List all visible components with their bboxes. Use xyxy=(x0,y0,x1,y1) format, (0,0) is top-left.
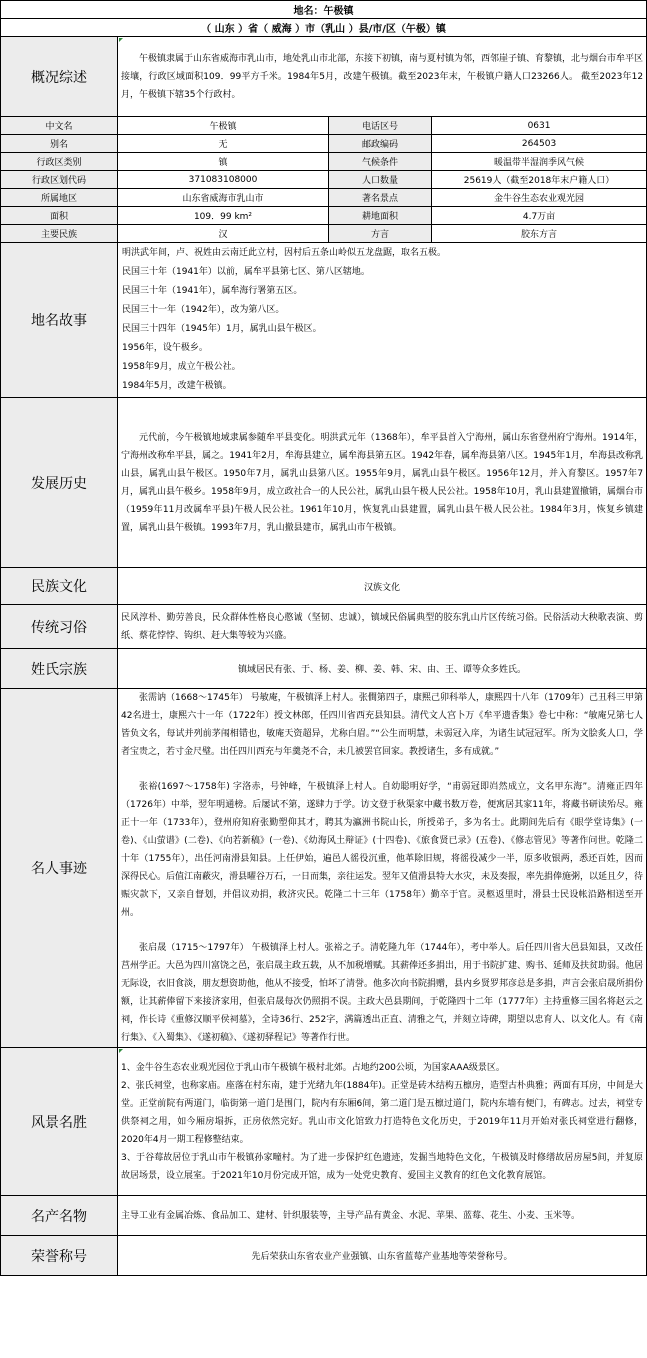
person-paragraph: 张裕(1697～1758年) 字洛赤，号钟峰，午极镇泽上村人。自幼聪明好学，“甫弱冠即岿然成立，文名甲东海”。清雍正四年（1726年）中举，翌年明通榜。后屡试不第，遂肆力于学。访文登于秋渠家中藏书数万卷，便寓居其家11年，将藏书研读殆尽。雍正十一年（1733年），登州府知府张勤塑仰其才，聘其为瀛洲书院山长，所授弟子，多为名士。此期间先后有《眼学堂诗集》(一卷)、《山萤谱》(二卷)、《向若新稿》(一卷)、《幼海风土辩证》(十四卷)、《旅食贤已录》(五卷)、《修志管见》等著作问世。乾隆二十年（1755年），出任河南滑县知县。上任伊始，遍邑人徭役沉重，他革除旧规，将徭役减少一半，原多收银两，悉还百姓，因而深得民心。后值江南蔽灾，滑县曜谷万石，一日而集，亲往运发。翌年又值滑县特大水灾，未及奏报，率先捐俸施粥，以延且夕，待赈灾款下，又亲自督划，并倡议劝捐，救济灾民。乾隆二十三年（1758年）勤卒于官。灵柩返里时，滑县士民设帐沿路相送至开州。 xyxy=(121,782,644,918)
history-label: 发展历史 xyxy=(1,398,118,568)
surnames-label: 姓氏宗族 xyxy=(1,649,118,689)
history-text: 元代前，今午极镇地域隶属参随牟平县变化。明洪武元年（1368年），牟平县首入宁海州，属山东省登州府宁海州。1914年，宁海州改称牟平县，属之。1941年2月，牟海县建立，属牟海县第五区。1942年春，属牟海县第八区。1945年1月，牟海县改称乳山县，属乳山县午极区。1950年7月，属乳山县第八区。1955年9月，属乳山县午极区。1956年12月，并入育黎区。1957年7月，属乳山县午极乡。1958年9月，成立政社合一的人民公社，属乳山县午极人民公社。1958年10月，乳山县建置撤销，属烟台市（1959年11月改属牟平县)午极人民公社。1961年10月，恢复乳山县建置，属乳山县午极人民公社。1984年3月，恢复乡镇建置，属乳山县午极镇。1993年7月，乳山撤县建市，属乳山市午极镇。 xyxy=(118,398,647,568)
ethnic-culture-row xyxy=(1,568,647,605)
people-content xyxy=(118,689,647,1048)
customs-label: 传统习俗 xyxy=(1,605,118,649)
info-value: 无 xyxy=(118,135,329,153)
title-row xyxy=(1,1,647,19)
name-story-line: 1956年，设午极乡。 xyxy=(122,343,208,353)
info-value: 4.7万亩 xyxy=(432,207,647,225)
info-value: 胶东方言 xyxy=(432,225,647,243)
info-key: 主要民族 xyxy=(1,225,118,243)
info-key: 电话区号 xyxy=(329,117,432,135)
info-key: 方言 xyxy=(329,225,432,243)
name-story-line: 1958年9月，成立午极公社。 xyxy=(122,362,241,372)
honors-row xyxy=(1,1236,647,1276)
name-story-line: 民国三十四年（1945年）1月，属乳山县午极区。 xyxy=(122,324,322,334)
info-row xyxy=(1,189,647,207)
person-paragraph: 张启晟（1715～1797年） 午极镇泽上村人。张裕之子。清乾隆九年（1744年），考中举人。后任四川省大邑县知县，又改任莒州学正。大邑为四川富饶之邑，张启晟主政五载，从不加税增赋。其薪俸还多捐出，用于书院扩建、购书、延师及扶贫助弱。他居无际设，衣旧食淡，朋友想资助他，他从不接受，怕坏了清誉。他多次向书院捐赠，县内乡贤罗邦彦总是多捐，声言会张启晟所捐份额，让其薪俸留下来接济家用，但张启晟每次仍照捐不误。主政大邑县期间，于乾隆四十二年（1777年）主持重修三国名将赵云之祠，作长诗《重修汉顺平侯祠墓》，全诗36行、252字，满篇透出正直、清雅之气，并刻立诗碑，期望以忠育人、以文化人。有《南行集》、《入蜀集》、《遂初稿》、《遂初驿程记》等著作行世。 xyxy=(121,943,644,1043)
info-value: 25619人（截至2018年末户籍人口） xyxy=(432,171,647,189)
products-text: 主导工业有金属冶炼、食品加工、建材、针织服装等，主导产品有黄金、水泥、苹果、蓝莓、花生、小麦、玉米等。 xyxy=(118,1196,647,1236)
person-paragraph: 张需讷（1668～1745年） 号敏庵，午极镇泽上村人。张僴第四子，康熙己卯科举人，康熙四十八年（1709年）己丑科三甲第42名进士，康熙六十一年（1722年）授文林郎，任四川省西充县知县。清代文人宫卜万《牟平遗香集》卷七中称：“敏庵兄第七人皆负文名，每试并列前茅闱相错也，敏庵天资超异，尤称白眉。”“公生而明慧，未弱冠入庠，为诸生试冠冠军。所为文脍炙人口，学者宝贵之，若寸金尺璧。出任四川西充与年羹尧不合，未几被罢官回家。教授诸生，多有成就。” xyxy=(121,693,644,757)
info-key: 著名景点 xyxy=(329,189,432,207)
info-key: 耕地面积 xyxy=(329,207,432,225)
name-story-label: 地名故事 xyxy=(1,243,118,398)
info-key: 面积 xyxy=(1,207,118,225)
name-story-line: 民国三十年（1941年），属牟海行署第五区。 xyxy=(122,286,303,296)
info-value: 金牛谷生态农业观光园 xyxy=(432,189,647,207)
info-row xyxy=(1,171,647,189)
info-key: 所属地区 xyxy=(1,189,118,207)
info-key: 人口数量 xyxy=(329,171,432,189)
surnames-text: 镇域居民有张、于、杨、姜、柳、姜、韩、宋、由、王、谭等众多姓氏。 xyxy=(118,649,647,689)
subtitle-row xyxy=(1,19,647,37)
info-value: 汉 xyxy=(118,225,329,243)
info-key: 中文名 xyxy=(1,117,118,135)
scenery-label: 风景名胜 xyxy=(1,1048,118,1196)
info-value: 午极镇 xyxy=(118,117,329,135)
history-row xyxy=(1,398,647,568)
name-story-row xyxy=(1,243,647,398)
name-story-content xyxy=(118,243,647,398)
name-story-line: 1984年5月，改建午极镇。 xyxy=(122,381,232,391)
info-row xyxy=(1,153,647,171)
overview-label: 概况综述 xyxy=(1,37,118,117)
scenery-item: 3、于谷莓故居位于乳山市午极镇孙家疃村。为了进一步保护红色遗迹，发掘当地特色文化，午极镇及时修缮故居房屋5间，并复原故居场景，设立展室。于2021年10月份完成开馆，成为一处党史教育、爱国主义教育的红色文化教育展馆。 xyxy=(121,1152,644,1181)
name-story-line: 民国三十年（1941年）以前，属牟平县第七区、第八区辖地。 xyxy=(122,267,370,277)
scenery-item: 2、张氏祠堂，也称家庙。座落在村东南，建于光绪九年(1884年)。正堂是砖木结构五檩房，造型古朴典雅；两面有耳房，中间是大堂。正堂前院有两道门，临街第一道门是围门，院内有东厢6间，第二道门是五檩过道门，院内东墙有便门，有碑志。过去，祠堂专供祭祠之用，如今厢房塌拆，正房依然完好。乳山市文化馆致力打造特色文化历史，于2019年11月开始对张氏祠堂进行翻修，2020年4月一期工程修整结束。 xyxy=(121,1080,644,1145)
sheet-title: 地名：午极镇 xyxy=(1,1,647,19)
products-row xyxy=(1,1196,647,1236)
scenery-content xyxy=(118,1048,647,1196)
info-key: 邮政编码 xyxy=(329,135,432,153)
info-value: 109．99 km² xyxy=(118,207,329,225)
honors-text: 先后荣获山东省农业产业强镇、山东省蓝莓产业基地等荣誉称号。 xyxy=(118,1236,647,1276)
ethnic-culture-text: 汉族文化 xyxy=(118,568,647,605)
overview-text: 午极镇隶属于山东省威海市乳山市，地处乳山市北部，东接下初镇，南与夏村镇为邻，西邻崖子镇、育黎镇，北与烟台市牟平区接壤，行政区域面积109．99平方千米。1984年5月，改建午极镇。截至2023年末，午极镇户籍人口23266人。 截至2023年12月，午极镇下辖35个行政村。 xyxy=(118,37,647,117)
customs-row xyxy=(1,605,647,649)
surnames-row xyxy=(1,649,647,689)
info-key: 行政区类别 xyxy=(1,153,118,171)
info-value: 264503 xyxy=(432,135,647,153)
info-row xyxy=(1,117,647,135)
products-label: 名产名物 xyxy=(1,1196,118,1236)
name-story-line: 明洪武年间，卢、祝姓由云南迁此立村，因村后五条山岭似五龙盘踞，取名五极。 xyxy=(122,248,447,258)
name-story-line: 民国三十一年（1942年），改为第八区。 xyxy=(122,305,285,315)
info-row xyxy=(1,225,647,243)
honors-label: 荣誉称号 xyxy=(1,1236,118,1276)
info-key: 别名 xyxy=(1,135,118,153)
info-value: 371083108000 xyxy=(118,171,329,189)
scenery-row xyxy=(1,1048,647,1196)
info-value: 镇 xyxy=(118,153,329,171)
overview-row xyxy=(1,37,647,117)
info-key: 行政区划代码 xyxy=(1,171,118,189)
info-value: 暖温带半湿润季风气候 xyxy=(432,153,647,171)
people-label: 名人事迹 xyxy=(1,689,118,1048)
info-key: 气候条件 xyxy=(329,153,432,171)
admin-division-line: （ 山东 ）省（ 威海 ）市（乳山 ）县/市/区（午极）镇 xyxy=(1,19,647,37)
info-value: 山东省威海市乳山市 xyxy=(118,189,329,207)
info-row xyxy=(1,207,647,225)
scenery-item: 1、金牛谷生态农业观光园位于乳山市午极镇午极村北郊。占地约200公顷，为国家AAA级景区。 xyxy=(121,1062,505,1073)
info-row xyxy=(1,135,647,153)
people-row xyxy=(1,689,647,1048)
info-value: 0631 xyxy=(432,117,647,135)
customs-text: 民风淳朴、勤劳善良，民众群体性格良心憨诚（坚韧、忠诚），镇域民俗属典型的胶东乳山片区传统习俗。民俗活动大秧歌表演、剪纸、蔡花悖悖、钩织、赶大集等较为兴盛。 xyxy=(118,605,647,649)
ethnic-culture-label: 民族文化 xyxy=(1,568,118,605)
